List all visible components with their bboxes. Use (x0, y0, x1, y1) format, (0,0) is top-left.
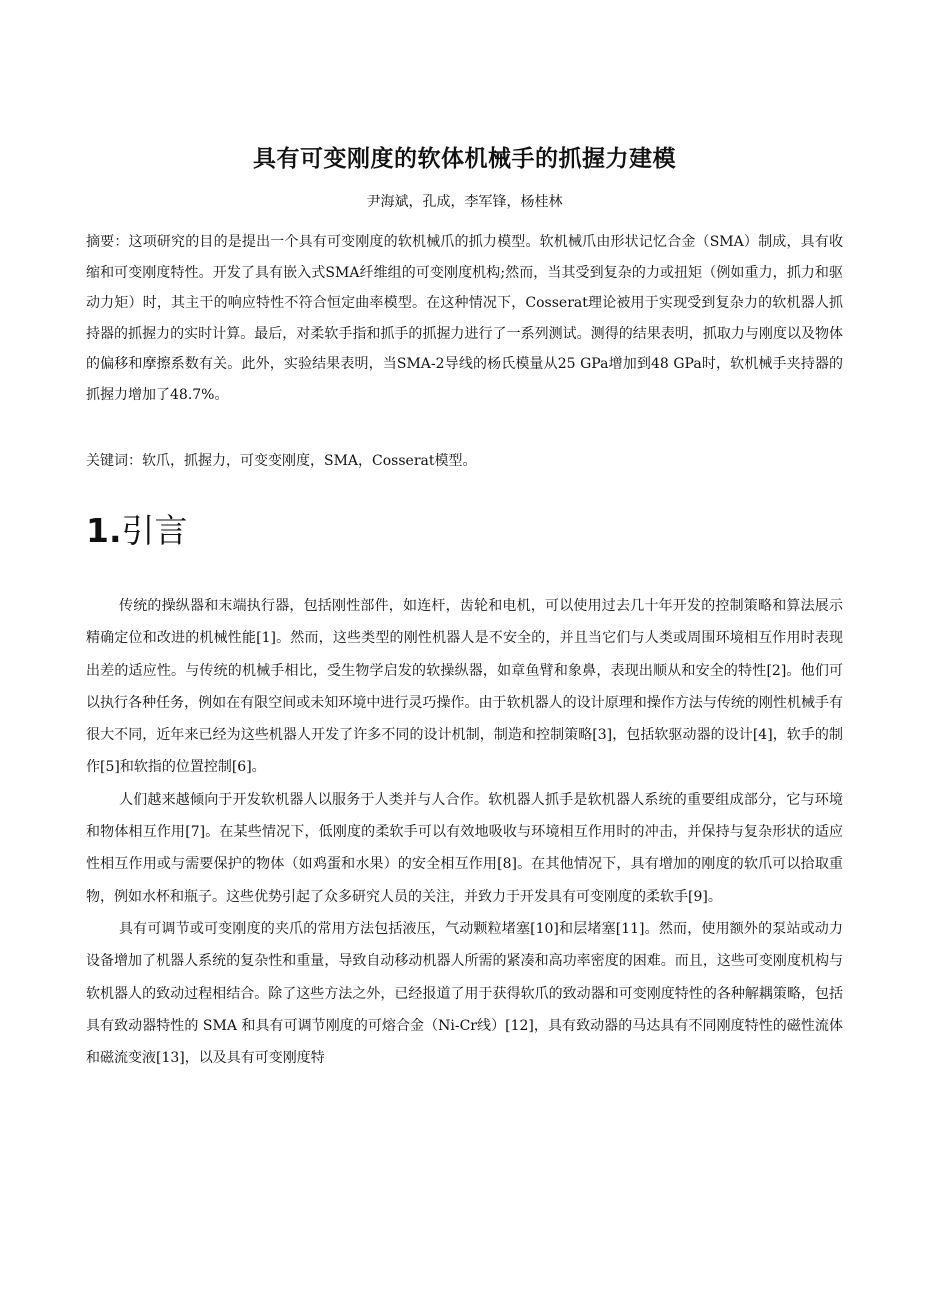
section-heading-introduction (86, 505, 188, 552)
abstract: 摘要：这项研究的目的是提出一个具有可变刚度的软机械爪的抓力模型。软机械爪由形状记忆合金（SMA）制成，具有收缩和可变刚度特性。开发了具有嵌入式SMA纤维组的可变刚度机构;然而，当其受到复杂的力或扭矩（例如重力，抓力和驱动力矩）时，其主干的响应特性不符合恒定曲率模型。在这种情况下，Cosserat理论被用于实现受到复杂力的软机器人抓持器的抓握力的实时计算。最后，对柔软手指和抓手的抓握力进行了一系列测试。测得的结果表明，抓取力与刚度以及物体的偏移和摩擦系数有关。此外，实验结果表明，当SMA-2导线的杨氏模量从25 GPa增加到48 GPa时，软机械手夹持器的抓握力增加了48.7%。 (86, 234, 843, 403)
paragraph: 人们越来越倾向于开发软机器人以服务于人类并与人合作。软机器人抓手是软机器人系统的重要组成部分，它与环境和物体相互作用[7]。在某些情况下，低刚度的柔软手可以有效地吸收与环境相互作用时的冲击，并保持与复杂形状的适应性相互作用或与需要保护的物体（如鸡蛋和水果）的安全相互作用[8]。在其他情况下，具有增加的刚度的软爪可以拾取重物，例如水杯和瓶子。这些优势引起了众多研究人员的关注，并致力于开发具有可变刚度的柔软手[9]。 (86, 791, 843, 905)
keywords: 关键词：软爪，抓握力，可变变刚度，SMA，Cosserat模型。 (86, 453, 477, 469)
paper-title: 具有可变刚度的软体机械手的抓握力建模 (253, 146, 676, 172)
section-number: 1. (86, 511, 122, 550)
section-title: 引言 (121, 511, 188, 550)
body-text (86, 590, 843, 1074)
author-list: 尹海斌，孔成，李军锋，杨桂林 (366, 194, 563, 210)
paragraph: 传统的操纵器和末端执行器，包括刚性部件，如连杆，齿轮和电机，可以使用过去几十年开发的控制策略和算法展示精确定位和改进的机械性能[1]。然而，这些类型的刚性机器人是不安全的，并且当它们与人类或周围环境相互作用时表现出差的适应性。与传统的机械手相比，受生物学启发的软操纵器，如章鱼臂和象鼻，表现出顺从和安全的特性[2]。他们可以执行各种任务，例如在有限空间或未知环境中进行灵巧操作。由于软机器人的设计原理和操作方法与传统的刚性机械手有很大不同，近年来已经为这些机器人开发了许多不同的设计机制，制造和控制策略[3]，包括软驱动器的设计[4]，软手的制作[5]和软指的位置控制[6]。 (86, 598, 843, 776)
paragraph: 具有可调节或可变刚度的夹爪的常用方法包括液压，气动颗粒堵塞[10]和层堵塞[11]。然而，使用额外的泵站或动力设备增加了机器人系统的复杂性和重量，导致自动移动机器人所需的紧凑和高功率密度的困难。而且，这些可变刚度机构与软机器人的致动过程相结合。除了这些方法之外，已经报道了用于获得软爪的致动器和可变刚度特性的各种解耦策略，包括具有致动器特性的 SMA 和具有可调节刚度的可熔合金（Ni-Cr线）[12]，具有致动器的马达具有不同刚度特性的磁性流体和磁流变液[13]，以及具有可变刚度特 (86, 920, 843, 1067)
